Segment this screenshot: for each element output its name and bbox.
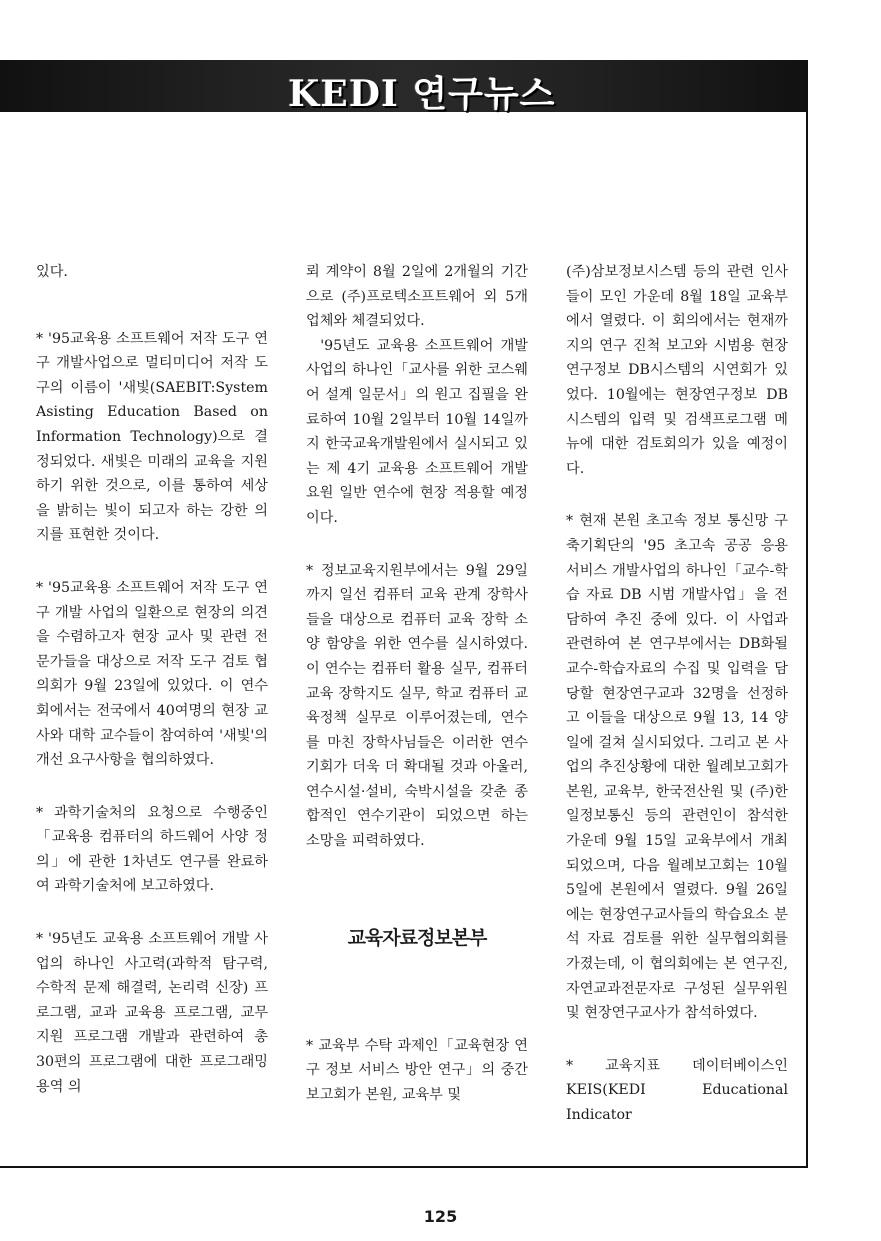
column-2 xyxy=(306,260,528,1107)
department-heading: 교육자료정보본부 xyxy=(347,926,487,949)
paragraph: * 정보교육지원부에서는 9월 29일까지 일선 컴퓨터 교육 관계 장학사들을 대상으로 컴퓨터 교육 장학 소양 함양을 위한 연수를 실시하였다. 이 연수는 컴퓨터 활용 실무, 컴퓨터 교육 장학지도 실무, 학교 컴퓨터 교육정책 실무로 이루어졌는데, 연수를 마친 장학사님들은 이러한 연수 기회가 더욱 더 확대될 것과 아울러, 연수시설·설비, 숙박시설을 갖춘 종합적인 연수기관이 되었으면 하는 소망을 피력하였다. xyxy=(306,562,528,850)
paragraph: * '95교육용 소프트웨어 저작 도구 연구 개발사업으로 멀티미디어 저작 도구의 이름이 '새빛(SAEBIT:System Asisting Education Based on Information Technology)으로 결정되었다. 새빛은 미래의 교육을 지원하기 위한 것으로, 이를 통하여 세상을 밝히는 빛이 되고자 하는 강한 의지를 표현한 것이다. xyxy=(36,330,268,544)
paragraph: (주)삼보정보시스템 등의 관련 인사들이 모인 가운데 8월 18일 교육부에서 열렸다. 이 회의에서는 현재까지의 연구 진척 보고와 시범용 현장연구정보 DB시스템의 시연회가 있었다. 10월에는 현장연구정보 DB시스템의 입력 및 검색프로그램 메뉴에 대한 검토회의가 있을 예정이다. xyxy=(566,264,788,477)
paragraph: * 교육부 수탁 과제인「교육현장 연구 정보 서비스 방안 연구」의 중간보고회가 본원, 교육부 및 xyxy=(306,1037,528,1103)
column-3 xyxy=(566,260,788,1128)
paragraph: 뢰 계약이 8월 2일에 2개월의 기간으로 (주)프로텍소프트웨어 외 5개 업체와 체결되었다. xyxy=(306,264,528,330)
column-1 xyxy=(36,260,268,1099)
paragraph: * 현재 본원 초고속 정보 통신망 구축기획단의 '95 초고속 공공 응용 서비스 개발사업의 하나인「교수-학습 자료 DB 시범 개발사업」을 전담하여 추진 중에 있다. 이 사업과 관련하여 본 연구부에서는 DB화될 교수-학습자료의 수집 및 입력을 담당할 현장연구교과 32명을 선정하고 이들을 대상으로 9월 13, 14 양일에 걸쳐 실시되었다. 그리고 본 사업의 추진상황에 대한 월례보고회가 본원, 교육부, 한국전산원 및 (주)한일정보통신 등의 관련인이 참석한 가운데 9월 15일 교육부에서 개최되었으며, 다음 월례보고회는 10월 5일에 본원에서 열렸다. 9월 26일에는 현장연구교사들의 학습요소 분석 자료 검토를 위한 실무협의회를 가졌는데, 이 협의회에는 본 연구진, 자연교과전문자로 구성된 실무위원 및 현장연구교사가 참석하였다. xyxy=(566,513,788,1022)
paragraph: * 교육지표 데이터베이스인 KEIS(KEDI Educational Indicator xyxy=(566,1057,788,1123)
paragraph: '95년도 교육용 소프트웨어 개발사업의 하나인「교사를 위한 코스웨어 설계 일문서」의 원고 집필을 완료하여 10월 2일부터 10월 14일까지 한국교육개발원에서 실시되고 있는 제 4기 교육용 소프트웨어 개발 요원 일반 연수에 현장 적용할 예정이다. xyxy=(306,337,528,526)
page-number: 125 xyxy=(423,1207,458,1226)
paragraph: * '95년도 교육용 소프트웨어 개발 사업의 하나인 사고력(과학적 탐구력, 수학적 문제 해결력, 논리력 신장) 프로그램, 교과 교육용 프로그램, 교무 지원 프로그램 개발과 관련하여 총 30편의 프로그램에 대한 프로그래밍 용역 의 xyxy=(36,931,268,1095)
paragraph: 있다. xyxy=(36,264,68,280)
frame-border-right xyxy=(806,60,808,1168)
paragraph: * 과학기술처의 요청으로 수행중인「교육용 컴퓨터의 하드웨어 사양 정의」에 관한 1차년도 연구를 완료하여 과학기술처에 보고하였다. xyxy=(36,804,268,895)
section-title: KEDI 연구뉴스 xyxy=(288,73,556,115)
paragraph: * '95교육용 소프트웨어 저작 도구 연구 개발 사업의 일환으로 현장의 의견을 수렴하고자 현장 교사 및 관련 전문가들을 대상으로 저작 도구 검토 협의회가 9월 23일에 있었다. 이 연수회에서는 전국에서 40여명의 현장 교사와 대학 교수들이 참여하여 '새빛'의 개선 요구사항을 협의하였다. xyxy=(36,579,268,769)
frame-border-bottom xyxy=(0,1166,808,1168)
